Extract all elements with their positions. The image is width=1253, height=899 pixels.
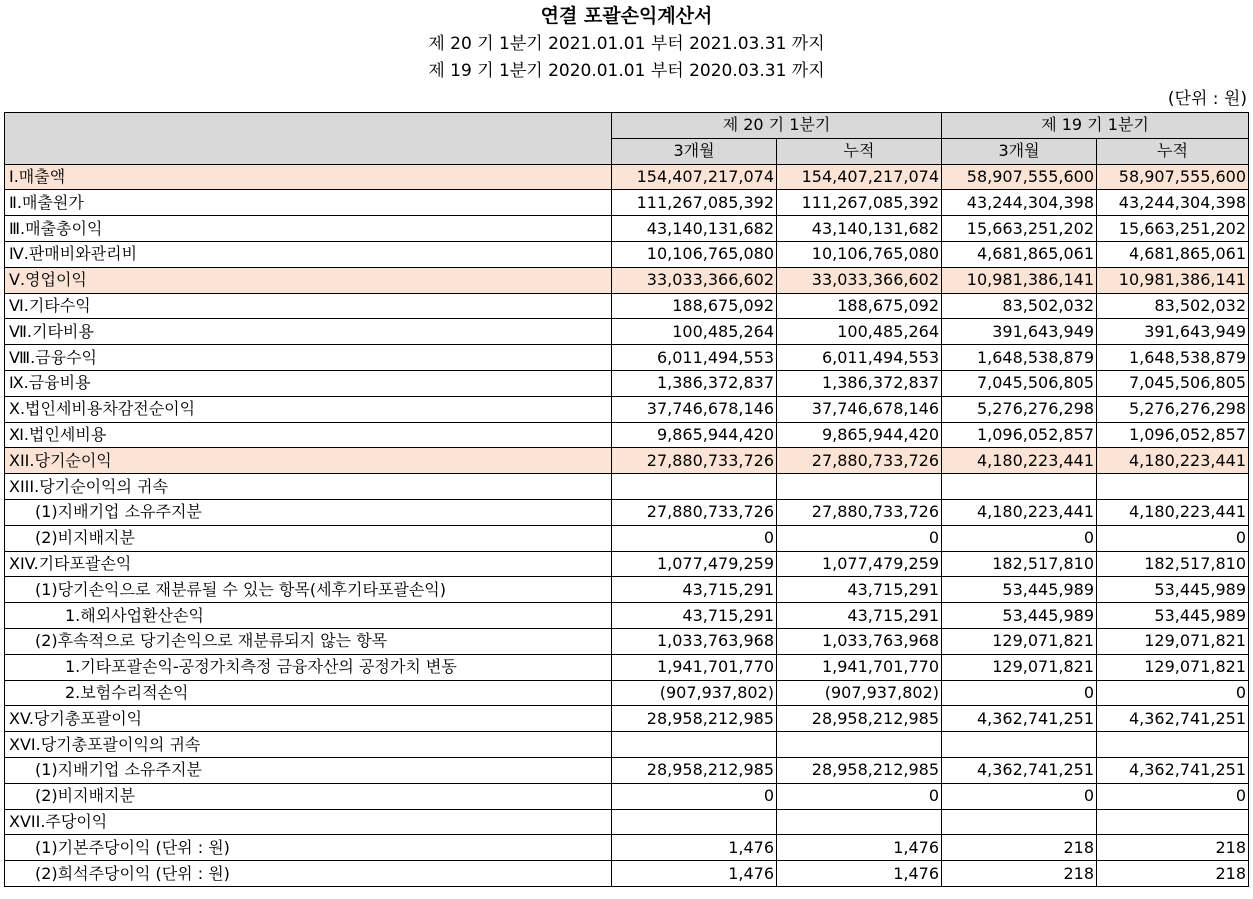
value-prior-cumulative: 0 [1097,783,1249,809]
value-current-3months: 43,140,131,682 [612,216,777,242]
row-label: Ⅴ.영업이익 [5,267,612,293]
value-prior-3months: 129,071,821 [942,628,1097,654]
header-prior-cumulative: 누적 [1097,138,1249,164]
value-current-cumulative: 154,407,217,074 [777,164,942,190]
value-current-cumulative: 43,715,291 [777,603,942,629]
value-prior-3months: 10,981,386,141 [942,267,1097,293]
value-prior-cumulative [1097,809,1249,835]
prior-period: 제 19 기 1분기 2020.01.01 부터 2020.03.31 까지 [428,61,825,81]
table-row [5,499,1249,525]
value-current-cumulative [777,809,942,835]
row-label: XII.당기순이익 [5,448,612,474]
row-label: (2)비지배지분 [5,525,612,551]
row-label: XIV.기타포괄손익 [5,551,612,577]
row-label: 1.기타포괄손익-공정가치측정 금융자산의 공정가치 변동 [5,654,612,680]
row-label: (1)기본주당이익 (단위 : 원) [5,835,612,861]
value-prior-3months: 58,907,555,600 [942,164,1097,190]
value-prior-cumulative: 7,045,506,805 [1097,370,1249,396]
header-current-cumulative: 누적 [777,138,942,164]
value-prior-cumulative: 83,502,032 [1097,293,1249,319]
value-prior-3months: 4,362,741,251 [942,757,1097,783]
value-prior-3months: 129,071,821 [942,654,1097,680]
value-prior-3months: 15,663,251,202 [942,216,1097,242]
row-label: 1.해외사업환산손익 [5,603,612,629]
table-row [5,861,1249,887]
row-label: (2)후속적으로 당기손익으로 재분류되지 않는 항목 [5,628,612,654]
value-prior-3months: 182,517,810 [942,551,1097,577]
value-current-3months: 1,941,701,770 [612,654,777,680]
value-current-3months: 43,715,291 [612,603,777,629]
value-prior-3months [942,732,1097,758]
value-prior-3months: 5,276,276,298 [942,396,1097,422]
value-current-cumulative: (907,937,802) [777,680,942,706]
value-current-3months: 1,033,763,968 [612,628,777,654]
row-label: (2)희석주당이익 (단위 : 원) [5,861,612,887]
value-current-cumulative: 28,958,212,985 [777,757,942,783]
value-prior-3months: 218 [942,861,1097,887]
value-current-3months: 27,880,733,726 [612,448,777,474]
header-current-3months: 3개월 [612,138,777,164]
table-row [5,809,1249,835]
row-label: XIII.당기순이익의 귀속 [5,474,612,500]
value-prior-3months: 4,180,223,441 [942,499,1097,525]
row-label: Ⅷ.금융수익 [5,345,612,371]
row-label: (2)비지배지분 [5,783,612,809]
value-prior-3months: 1,648,538,879 [942,345,1097,371]
value-current-cumulative: 43,715,291 [777,577,942,603]
value-prior-3months: 0 [942,680,1097,706]
table-row [5,654,1249,680]
row-label: Ⅲ.매출총이익 [5,216,612,242]
value-current-3months [612,809,777,835]
value-current-cumulative: 27,880,733,726 [777,448,942,474]
value-prior-cumulative: 4,362,741,251 [1097,757,1249,783]
table-row [5,216,1249,242]
value-prior-cumulative: 391,643,949 [1097,319,1249,345]
row-label: (1)당기손익으로 재분류될 수 있는 항목(세후기타포괄손익) [5,577,612,603]
value-prior-cumulative: 1,096,052,857 [1097,422,1249,448]
row-label: XVII.주당이익 [5,809,612,835]
header-row-periods [5,113,1249,139]
value-prior-cumulative: 53,445,989 [1097,577,1249,603]
row-label: XVI.당기총포괄이익의 귀속 [5,732,612,758]
value-current-cumulative: 33,033,366,602 [777,267,942,293]
table-row [5,293,1249,319]
value-prior-cumulative: 53,445,989 [1097,603,1249,629]
value-prior-3months: 0 [942,783,1097,809]
value-current-cumulative: 28,958,212,985 [777,706,942,732]
row-label: Ⅺ.법인세비용 [5,422,612,448]
value-current-cumulative: 1,077,479,259 [777,551,942,577]
value-current-3months: 9,865,944,420 [612,422,777,448]
table-row [5,706,1249,732]
table-row [5,370,1249,396]
value-prior-3months: 1,096,052,857 [942,422,1097,448]
value-prior-cumulative [1097,474,1249,500]
value-current-3months: 154,407,217,074 [612,164,777,190]
value-current-cumulative: 1,476 [777,861,942,887]
value-prior-cumulative [1097,732,1249,758]
value-prior-3months: 4,180,223,441 [942,448,1097,474]
value-current-cumulative [777,732,942,758]
table-row [5,319,1249,345]
table-row [5,577,1249,603]
table-row [5,732,1249,758]
value-current-3months [612,474,777,500]
value-current-cumulative: 188,675,092 [777,293,942,319]
row-label: Ⅵ.기타수익 [5,293,612,319]
value-prior-cumulative: 0 [1097,525,1249,551]
table-row [5,241,1249,267]
value-prior-3months: 391,643,949 [942,319,1097,345]
table-row [5,680,1249,706]
table-row [5,396,1249,422]
row-label: Ⅹ.법인세비용차감전순이익 [5,396,612,422]
row-label: Ⅰ.매출액 [5,164,612,190]
value-current-3months: 188,675,092 [612,293,777,319]
value-prior-cumulative: 10,981,386,141 [1097,267,1249,293]
value-prior-cumulative: 0 [1097,680,1249,706]
value-current-3months: 100,485,264 [612,319,777,345]
value-prior-cumulative: 4,180,223,441 [1097,448,1249,474]
value-prior-3months: 53,445,989 [942,577,1097,603]
value-current-3months: 43,715,291 [612,577,777,603]
value-prior-3months [942,474,1097,500]
table-row [5,448,1249,474]
row-label: Ⅱ.매출원가 [5,190,612,216]
value-current-3months: 37,746,678,146 [612,396,777,422]
value-current-cumulative: 0 [777,783,942,809]
value-prior-cumulative: 218 [1097,861,1249,887]
value-current-cumulative: 1,386,372,837 [777,370,942,396]
value-current-cumulative: 0 [777,525,942,551]
statement-body [5,164,1249,886]
value-prior-3months: 4,681,865,061 [942,241,1097,267]
value-prior-cumulative: 182,517,810 [1097,551,1249,577]
value-prior-cumulative: 1,648,538,879 [1097,345,1249,371]
row-label: XV.당기총포괄이익 [5,706,612,732]
value-current-cumulative: 10,106,765,080 [777,241,942,267]
value-current-cumulative: 27,880,733,726 [777,499,942,525]
table-row [5,525,1249,551]
value-prior-cumulative: 15,663,251,202 [1097,216,1249,242]
value-current-3months: 28,958,212,985 [612,757,777,783]
value-current-cumulative: 111,267,085,392 [777,190,942,216]
header-current-period: 제 20 기 1분기 [612,113,942,139]
unit-label: (단위 : 원) [1167,89,1247,109]
value-prior-cumulative: 4,681,865,061 [1097,241,1249,267]
value-prior-3months: 53,445,989 [942,603,1097,629]
row-label: (1)지배기업 소유주지분 [5,757,612,783]
value-prior-3months: 43,244,304,398 [942,190,1097,216]
header-account-cell [5,113,612,165]
row-label: Ⅸ.금융비용 [5,370,612,396]
value-current-3months: (907,937,802) [612,680,777,706]
value-current-3months: 0 [612,525,777,551]
value-prior-cumulative: 218 [1097,835,1249,861]
value-prior-cumulative: 4,180,223,441 [1097,499,1249,525]
value-prior-3months: 7,045,506,805 [942,370,1097,396]
value-current-cumulative [777,474,942,500]
value-current-cumulative: 6,011,494,553 [777,345,942,371]
value-current-3months: 33,033,366,602 [612,267,777,293]
table-row [5,267,1249,293]
current-period: 제 20 기 1분기 2021.01.01 부터 2021.03.31 까지 [428,34,825,54]
value-current-3months: 1,476 [612,861,777,887]
value-current-cumulative: 100,485,264 [777,319,942,345]
value-current-3months: 1,077,479,259 [612,551,777,577]
value-current-cumulative: 9,865,944,420 [777,422,942,448]
value-current-3months: 0 [612,783,777,809]
value-current-3months [612,732,777,758]
value-current-3months: 28,958,212,985 [612,706,777,732]
value-prior-cumulative: 43,244,304,398 [1097,190,1249,216]
value-prior-cumulative: 129,071,821 [1097,654,1249,680]
value-prior-3months: 4,362,741,251 [942,706,1097,732]
row-label: Ⅶ.기타비용 [5,319,612,345]
value-current-3months: 1,386,372,837 [612,370,777,396]
header-prior-3months: 3개월 [942,138,1097,164]
table-row [5,835,1249,861]
header-prior-period: 제 19 기 1분기 [942,113,1249,139]
value-current-cumulative: 1,941,701,770 [777,654,942,680]
table-row [5,551,1249,577]
value-current-3months: 6,011,494,553 [612,345,777,371]
value-current-cumulative: 1,476 [777,835,942,861]
value-current-cumulative: 37,746,678,146 [777,396,942,422]
value-current-3months: 10,106,765,080 [612,241,777,267]
value-current-cumulative: 1,033,763,968 [777,628,942,654]
table-row [5,603,1249,629]
table-row [5,345,1249,371]
statement-title: 연결 포괄손익계산서 [540,5,713,27]
value-current-3months: 1,476 [612,835,777,861]
table-row [5,628,1249,654]
value-prior-cumulative: 5,276,276,298 [1097,396,1249,422]
value-prior-cumulative: 129,071,821 [1097,628,1249,654]
table-row [5,422,1249,448]
income-statement-table [4,112,1249,887]
table-row [5,783,1249,809]
value-prior-3months [942,809,1097,835]
row-label: Ⅳ.판매비와관리비 [5,241,612,267]
value-prior-cumulative: 4,362,741,251 [1097,706,1249,732]
table-row [5,474,1249,500]
value-prior-cumulative: 58,907,555,600 [1097,164,1249,190]
table-row [5,190,1249,216]
value-prior-3months: 0 [942,525,1097,551]
value-current-cumulative: 43,140,131,682 [777,216,942,242]
value-prior-3months: 83,502,032 [942,293,1097,319]
table-row [5,757,1249,783]
value-prior-3months: 218 [942,835,1097,861]
row-label: 2.보험수리적손익 [5,680,612,706]
row-label: (1)지배기업 소유주지분 [5,499,612,525]
table-row [5,164,1249,190]
value-current-3months: 111,267,085,392 [612,190,777,216]
value-current-3months: 27,880,733,726 [612,499,777,525]
